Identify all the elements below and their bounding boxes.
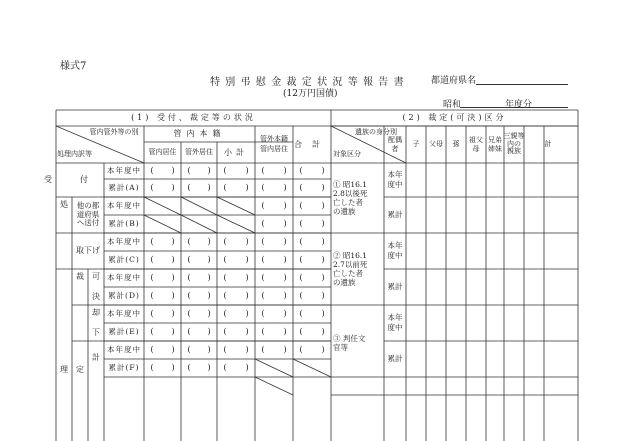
row-label: 本年度中: [107, 272, 141, 282]
header-target: 対象区分: [333, 149, 361, 158]
paren-close[interactable]: ): [283, 166, 287, 176]
group-sai: 裁: [76, 272, 84, 282]
paren-close[interactable]: ): [207, 273, 211, 283]
paren-open[interactable]: (: [261, 291, 265, 301]
row-label: 累計(D): [108, 290, 140, 300]
paren-open[interactable]: (: [187, 273, 191, 283]
paren-close[interactable]: ): [171, 291, 175, 301]
paren-close[interactable]: ): [207, 309, 211, 319]
paren-close[interactable]: ): [245, 237, 249, 247]
target-group: ③ 判任文 官等: [333, 334, 366, 352]
row-label-current: 本年 度中: [387, 241, 403, 260]
paren-open[interactable]: (: [299, 219, 303, 229]
row-label-current: 本年 度中: [387, 313, 403, 332]
paren-open[interactable]: (: [187, 237, 191, 247]
paren-close[interactable]: ): [283, 255, 287, 265]
paren-close[interactable]: ): [245, 166, 249, 176]
paren-open[interactable]: (: [261, 183, 265, 193]
paren-close[interactable]: ): [283, 201, 287, 211]
paren-open[interactable]: (: [299, 255, 303, 265]
paren-open[interactable]: (: [187, 291, 191, 301]
paren-close[interactable]: ): [245, 327, 249, 337]
paren-close[interactable]: ): [171, 345, 175, 355]
paren-open[interactable]: (: [223, 183, 227, 193]
column-header: 父母: [429, 140, 443, 149]
group-torisage: 取下げ: [76, 246, 100, 256]
paren-close[interactable]: ): [321, 237, 325, 247]
row-label: 本年度中: [107, 344, 141, 354]
paren-close[interactable]: ): [171, 363, 175, 373]
shokei-header: 小計: [224, 147, 248, 157]
row-label: 本年度中: [107, 200, 141, 210]
paren-open[interactable]: (: [299, 309, 303, 319]
row-label-current: 本年 度中: [387, 170, 403, 189]
row-label-cumulative: 累計: [387, 209, 403, 219]
paren-open[interactable]: (: [150, 183, 154, 193]
paren-open[interactable]: (: [187, 183, 191, 193]
era-label: 昭和: [443, 100, 462, 110]
paren-open[interactable]: (: [299, 237, 303, 247]
paren-close[interactable]: ): [245, 345, 249, 355]
paren-open[interactable]: (: [187, 363, 191, 373]
paren-close[interactable]: ): [171, 255, 175, 265]
header-identity: 遺族の身分別: [355, 127, 397, 136]
paren-open[interactable]: (: [261, 255, 265, 265]
paren-close[interactable]: ): [171, 237, 175, 247]
paren-open[interactable]: (: [187, 327, 191, 337]
paren-close[interactable]: ): [321, 273, 325, 283]
paren-open[interactable]: (: [223, 345, 227, 355]
paren-close[interactable]: ): [207, 345, 211, 355]
group-kei: 計: [92, 353, 100, 363]
paren-open[interactable]: (: [261, 237, 265, 247]
column-header: 兄弟 姉妹: [488, 136, 502, 153]
paren-close[interactable]: ): [283, 237, 287, 247]
paren-close[interactable]: ): [321, 345, 325, 355]
paren-open[interactable]: (: [150, 327, 154, 337]
row-label: 本年度中: [107, 308, 141, 318]
paren-open[interactable]: (: [261, 219, 265, 229]
column-header: 配偶 者: [388, 136, 402, 153]
paren-close[interactable]: ): [171, 273, 175, 283]
paren-open[interactable]: (: [223, 273, 227, 283]
paren-open[interactable]: (: [150, 255, 154, 265]
paren-close[interactable]: ): [245, 291, 249, 301]
paren-open[interactable]: (: [261, 166, 265, 176]
paren-open[interactable]: (: [150, 345, 154, 355]
header-process: 処理内訳等: [57, 149, 92, 158]
paren-open[interactable]: (: [223, 255, 227, 265]
paren-close[interactable]: ): [171, 327, 175, 337]
row-label: 本年度中: [107, 165, 141, 175]
paren-open[interactable]: (: [223, 309, 227, 319]
column-header: 三親等 内の 親族: [503, 131, 525, 156]
paren-close[interactable]: ): [321, 219, 325, 229]
paren-open[interactable]: (: [223, 327, 227, 337]
paren-close[interactable]: ): [207, 327, 211, 337]
group-sho: 処: [60, 200, 68, 210]
paren-open[interactable]: (: [187, 345, 191, 355]
paren-close[interactable]: ): [321, 201, 325, 211]
paren-close[interactable]: ): [321, 327, 325, 337]
paren-close[interactable]: ): [283, 183, 287, 193]
paren-open[interactable]: (: [299, 183, 303, 193]
paren-close[interactable]: ): [207, 237, 211, 247]
row-label: 累計(F): [108, 362, 140, 372]
form-number: 様式7: [60, 61, 87, 72]
paren-close[interactable]: ): [321, 183, 325, 193]
paren-close[interactable]: ): [171, 183, 175, 193]
fiscal-year-label: 年度分: [505, 100, 533, 110]
paren-open[interactable]: (: [150, 309, 154, 319]
paren-close[interactable]: ): [207, 363, 211, 373]
kangai-honseki-header: 管外本籍 管内居住: [260, 135, 288, 153]
group-shita: 下: [92, 328, 100, 338]
paren-close[interactable]: ): [207, 255, 211, 265]
paren-open[interactable]: (: [150, 363, 154, 373]
paren-open[interactable]: (: [223, 363, 227, 373]
target-group: ① 昭16.1 2.8以後死 亡した者 の遺族: [333, 180, 368, 216]
group-tei: 定: [76, 365, 84, 375]
paren-open[interactable]: (: [223, 291, 227, 301]
paren-close[interactable]: ): [207, 183, 211, 193]
form-title: 特別弔慰金裁定状況等報告書: [210, 77, 409, 88]
paren-open[interactable]: (: [223, 237, 227, 247]
group-uketsuke: 受付: [44, 175, 116, 185]
kannai-honseki-header: 管内本籍: [173, 129, 226, 139]
paren-open[interactable]: (: [261, 273, 265, 283]
group-ka: 可: [92, 272, 100, 282]
paren-open[interactable]: (: [187, 309, 191, 319]
paren-close[interactable]: ): [283, 219, 287, 229]
column-header: 孫: [452, 140, 460, 149]
group-kketsu: 決: [92, 292, 100, 302]
paren-close[interactable]: ): [245, 273, 249, 283]
paren-open[interactable]: (: [150, 166, 154, 176]
row-label-cumulative: 累計: [387, 353, 403, 363]
row-label: 累計(B): [108, 218, 140, 228]
paren-close[interactable]: ): [171, 166, 175, 176]
column-header: 祖父 母: [469, 136, 483, 153]
paren-open[interactable]: (: [299, 201, 303, 211]
paren-close[interactable]: ): [321, 291, 325, 301]
group-tasou: 他の都 道府県 へ送付: [76, 201, 100, 228]
kannai-kyoju-header: 管内居住: [148, 148, 177, 157]
paren-open[interactable]: (: [150, 291, 154, 301]
paren-open[interactable]: (: [299, 291, 303, 301]
paren-close[interactable]: ): [283, 273, 287, 283]
left-section-title: (1) 受付、裁定等の状況: [131, 113, 256, 123]
paren-close[interactable]: ): [245, 309, 249, 319]
paren-open[interactable]: (: [299, 327, 303, 337]
row-label: 累計(E): [108, 326, 140, 336]
paren-open[interactable]: (: [299, 345, 303, 355]
row-label-cumulative: 累計: [387, 281, 403, 291]
paren-close[interactable]: ): [321, 309, 325, 319]
paren-close[interactable]: ): [171, 309, 175, 319]
paren-close[interactable]: ): [245, 255, 249, 265]
group-ri: 理: [60, 365, 68, 375]
row-label: 本年度中: [107, 236, 141, 246]
paren-close[interactable]: ): [321, 255, 325, 265]
paren-open[interactable]: (: [299, 273, 303, 283]
paren-open[interactable]: (: [299, 166, 303, 176]
kangai-kyoju-header: 管外居住: [185, 148, 213, 157]
paren-open[interactable]: (: [261, 327, 265, 337]
paren-open[interactable]: (: [150, 273, 154, 283]
prefecture-label: 都道府県名: [431, 76, 477, 86]
paren-open[interactable]: (: [261, 309, 265, 319]
paren-close[interactable]: ): [207, 166, 211, 176]
paren-close[interactable]: ): [283, 309, 287, 319]
paren-close[interactable]: ): [283, 327, 287, 337]
group-kyakka: 却: [92, 308, 100, 318]
paren-open[interactable]: (: [187, 166, 191, 176]
goukei-header: 合計: [294, 139, 330, 149]
paren-open[interactable]: (: [150, 237, 154, 247]
paren-close[interactable]: ): [245, 183, 249, 193]
row-label: 累計(C): [108, 254, 140, 264]
paren-open[interactable]: (: [187, 255, 191, 265]
paren-close[interactable]: ): [245, 363, 249, 373]
paren-close[interactable]: ): [207, 291, 211, 301]
paren-close[interactable]: ): [283, 345, 287, 355]
header-category: 管内管外等の別: [89, 127, 139, 136]
row-label: 累計(A): [108, 182, 140, 192]
right-section-title: (2) 裁定(可決)区分: [402, 113, 507, 123]
paren-open[interactable]: (: [261, 345, 265, 355]
column-header: 子: [412, 140, 420, 149]
column-header: 計: [544, 140, 558, 149]
paren-open[interactable]: (: [223, 166, 227, 176]
paren-close[interactable]: ): [321, 166, 325, 176]
paren-open[interactable]: (: [261, 201, 265, 211]
paren-close[interactable]: ): [283, 291, 287, 301]
form-subtitle: (12万円国債): [283, 89, 338, 99]
target-group: ② 昭16.1 2.7以前死 亡した者 の遺族: [333, 251, 368, 287]
